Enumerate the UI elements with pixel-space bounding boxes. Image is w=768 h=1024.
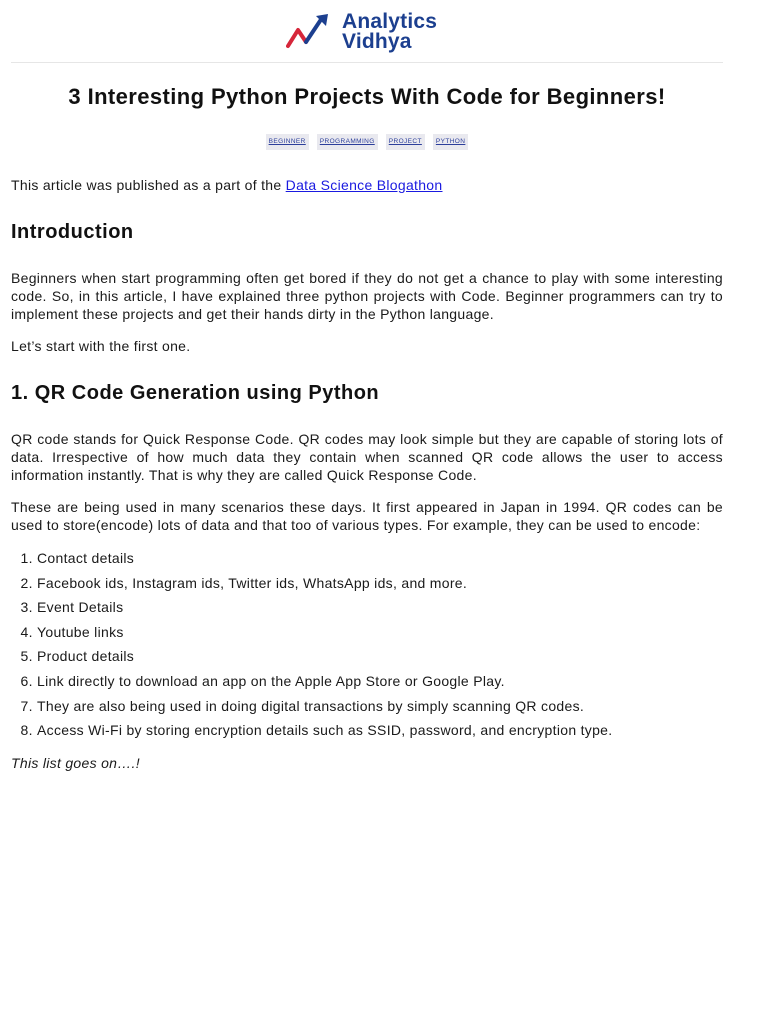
list-closing-note: This list goes on….! — [11, 755, 140, 771]
section1-heading: 1. QR Code Generation using Python — [11, 382, 380, 404]
tag-programming[interactable]: PROGRAMMING — [317, 134, 378, 150]
list-item: 2. Facebook ids, Instagram ids, Twitter ids, WhatsApp ids, and more. — [37, 571, 723, 596]
list-item: 1. Contact details — [37, 546, 723, 571]
encode-list — [11, 546, 723, 743]
article-page — [11, 0, 723, 771]
list-item: 4. Youtube links — [37, 620, 723, 645]
logo-wordmark — [342, 12, 437, 52]
article-title: 3 Interesting Python Projects With Code for Beginners! — [68, 84, 666, 109]
logo-line-1: Analytics — [342, 10, 438, 33]
section1-paragraph-2: These are being used in many scenarios these days. It first appeared in Japan in 1994. QR codes can be used to store(encode) lots of data and that too of various types. For example, they can be used to encode: — [11, 499, 723, 533]
intro-paragraph: Beginners when start programming often get bored if they do not get a chance to play with some interesting code. So, in this article, I have explained three python projects with Code. Beginner programmers can try to implement these projects and get their hands dirty in the Python language. — [11, 270, 723, 322]
list-item: 8. Access Wi-Fi by storing encryption details such as SSID, password, and encryption type. — [37, 718, 723, 743]
list-item: 6. Link directly to download an app on the Apple App Store or Google Play. — [37, 669, 723, 694]
tag-project[interactable]: PROJECT — [386, 134, 425, 150]
tag-beginner[interactable]: BEGINNER — [266, 134, 309, 150]
blogathon-link[interactable]: Data Science Blogathon — [285, 177, 443, 193]
site-logo[interactable] — [286, 10, 456, 54]
published-note — [11, 176, 723, 194]
list-item: 5. Product details — [37, 644, 723, 669]
site-header — [11, 0, 723, 63]
analytics-vidhya-logo-icon — [286, 12, 336, 52]
intro-followup: Let’s start with the first one. — [11, 338, 191, 354]
tag-list — [11, 134, 723, 150]
published-prefix: This article was published as a part of the — [11, 177, 286, 193]
section1-paragraph-1: QR code stands for Quick Response Code. QR codes may look simple but they are capable of storing lots of data. Irrespective of how much data they contain when scanned QR code allows the user to access information instantly. That is why they are called Quick Response Code. — [11, 431, 723, 483]
tag-python[interactable]: PYTHON — [433, 134, 469, 150]
list-item: 3. Event Details — [37, 595, 723, 620]
logo-line-2: Vidhya — [342, 30, 412, 53]
intro-heading: Introduction — [11, 221, 134, 243]
list-item: 7. They are also being used in doing digital transactions by simply scanning QR codes. — [37, 694, 723, 719]
